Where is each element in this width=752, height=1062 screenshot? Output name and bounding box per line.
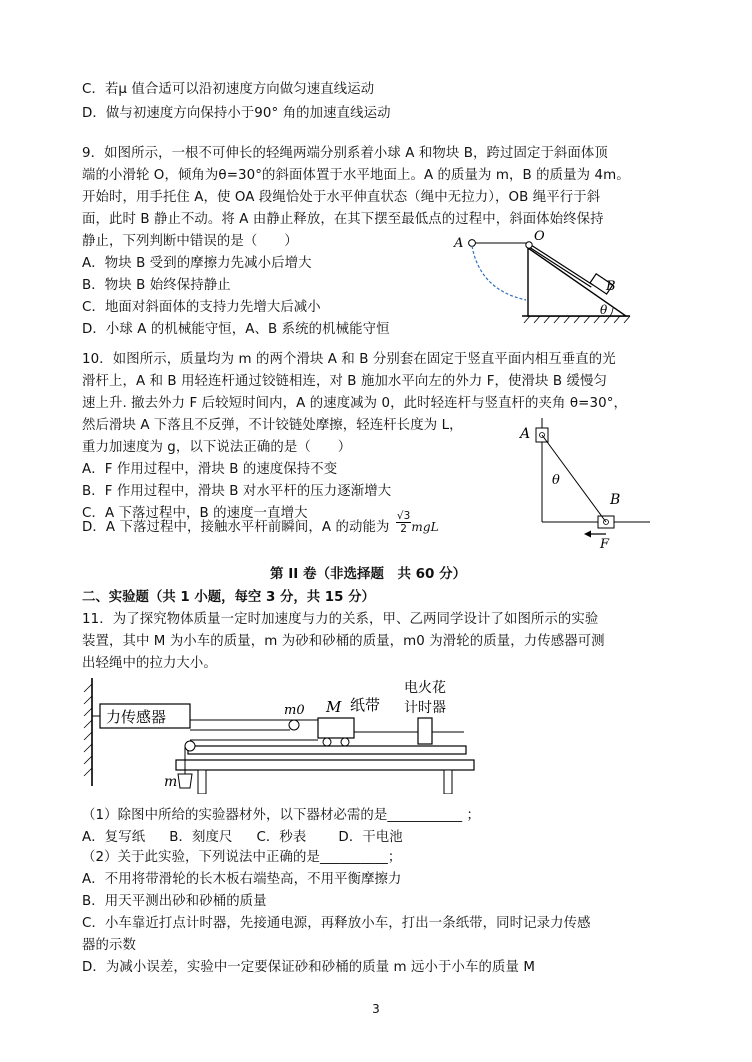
q11-label-timer-1: 电火花	[404, 680, 446, 696]
q9-label-b: B	[606, 279, 616, 294]
q9-option-d: D．小球 A 的机械能守恒，A、B 系统的机械能守恒	[82, 322, 390, 337]
q10-option-b: B．F 作用过程中，滑块 B 对水平杆的压力逐渐增大	[82, 484, 392, 499]
q10-stem-line-3: 速上升. 撤去外力 F 后较短时间内，A 的速度减为 0，此时轻连杆与竖直杆的夹角 θ=30°，	[82, 396, 628, 411]
q11-sub1-option-a: A．复写纸	[82, 830, 146, 845]
q9-option-a: A．物块 B 受到的摩擦力先减小后增大	[82, 256, 312, 271]
q11-label-sensor: 力传感器	[106, 708, 167, 726]
q11-sub2-option-d: D．为减小误差，实验中一定要保证砂和砂桶的质量 m 远小于小车的质量 M	[82, 960, 535, 975]
q11-stem-line-3: 出轻绳中的拉力大小。	[82, 656, 217, 671]
q11-label-tape: 纸带	[350, 696, 381, 714]
q9-label-a: A	[454, 236, 464, 251]
q10-stem-line-2: 滑杆上，A 和 B 用轻连杆通过铰链相连，对 B 施加水平向左的外力 F，使滑块 B 缓慢匀	[82, 374, 607, 389]
q9-stem-line-3: 开始时，用手托住 A，使 OA 段绳恰处于水平伸直状态（绳中无拉力），OB 绳平行于斜	[82, 190, 601, 205]
q11-sub2-option-c-cont: 器的示数	[82, 938, 136, 953]
q9-option-b: B．物块 B 始终保持静止	[82, 278, 231, 293]
q10-fraction-denominator: 2	[400, 523, 407, 535]
q10-stem-line-5: 重力加速度为 g，以下说法正确的是（ ）	[82, 440, 352, 455]
q10-option-d-tail: mgL	[411, 520, 439, 534]
q9-stem-line-1: 9．如图所示，一根不可伸长的轻绳两端分别系着小球 A 和物块 B，跨过固定于斜面体顶	[82, 146, 608, 161]
q8-option-d: D．做与初速度方向保持小于90° 角的加速直线运动	[82, 106, 391, 121]
q10-stem-line-4: 然后滑块 A 下落且不反弹，不计铰链处摩擦，轻连杆长度为 L，	[82, 418, 463, 433]
q11-sub1-option-b: B．刻度尺	[169, 830, 233, 845]
q9-incline-figure	[450, 228, 640, 328]
q8-option-c: C．若μ 值合适可以沿初速度方向做匀速直线运动	[82, 82, 375, 97]
q11-sub2-option-b: B．用天平测出砂和砂桶的质量	[82, 894, 267, 909]
q9-stem-line-4: 面，此时 B 静止不动。将 A 由静止释放，在其下摆至最低点的过程中，斜面体始终保持	[82, 212, 604, 227]
q10-slider-figure	[510, 418, 660, 548]
q10-option-d-text: D．A 下落过程中，接触水平杆前瞬间，A 的动能为	[82, 520, 390, 535]
q10-fraction-numerator: √3	[396, 510, 411, 522]
q11-sub2-option-a: A．不用将带滑轮的长木板右端垫高，不用平衡摩擦力	[82, 872, 402, 887]
q9-option-c: C．地面对斜面体的支持力先增大后减小	[82, 300, 321, 315]
q10-label-f: F	[600, 537, 610, 548]
q9-label-o: O	[534, 229, 545, 244]
q10-option-d-fraction	[396, 510, 412, 535]
q11-stem-line-2: 装置，其中 M 为小车的质量，m 为砂和砂桶的质量，m0 为滑轮的质量，力传感器可测	[82, 634, 605, 649]
q10-option-a: A．F 作用过程中，滑块 B 的速度保持不变	[82, 462, 338, 477]
part2-heading: 二、实验题（共 1 小题，每空 3 分，共 15 分）	[82, 590, 375, 605]
q11-apparatus-figure	[80, 674, 480, 794]
q11-sub1-option-d: D．干电池	[338, 830, 403, 845]
q11-stem-line-1: 11．为了探究物体质量一定时加速度与力的关系，甲、乙两同学设计了如图所示的实验	[82, 612, 599, 627]
q10-option-c: C．A 下落过程中，B 的速度一直增大	[82, 506, 308, 521]
q10-label-b: B	[610, 492, 621, 508]
q10-stem-line-1: 10．如图所示，质量均为 m 的两个滑块 A 和 B 分别套在固定于竖直平面内相互垂直的光	[82, 352, 616, 367]
q10-label-theta: θ	[552, 473, 560, 488]
q11-sub2-option-c: C．小车靠近打点计时器，先接通电源，再释放小车，打出一条纸带，同时记录力传感	[82, 916, 591, 931]
page-number: 3	[372, 1002, 380, 1016]
q9-stem-line-2: 端的小滑轮 O，倾角为θ=30°的斜面体置于水平地面上。A 的质量为 m，B 的质量为 4m。	[82, 168, 630, 183]
q11-label-M: M	[326, 698, 342, 716]
q11-label-timer-2: 计时器	[404, 700, 446, 716]
q11-sub2: （2）关于此实验，下列说法中正确的是__________；	[82, 850, 402, 865]
q10-option-d	[82, 510, 439, 540]
q9-stem-line-5: 静止，下列判断中错误的是（ ）	[82, 234, 298, 249]
q11-label-m0: m0	[284, 703, 305, 718]
part2-title: 第 II 卷（非选择题 共 60 分）	[270, 566, 467, 582]
q10-label-a: A	[520, 426, 531, 442]
q11-label-m: m	[164, 774, 178, 790]
q11-sub1-option-c: C．秒表	[256, 830, 307, 845]
q11-sub1: （1）除图中所给的实验器材外，以下器材必需的是___________ ；	[82, 808, 481, 823]
q9-label-theta: θ	[600, 303, 608, 317]
q11-sub1-options	[82, 828, 403, 847]
